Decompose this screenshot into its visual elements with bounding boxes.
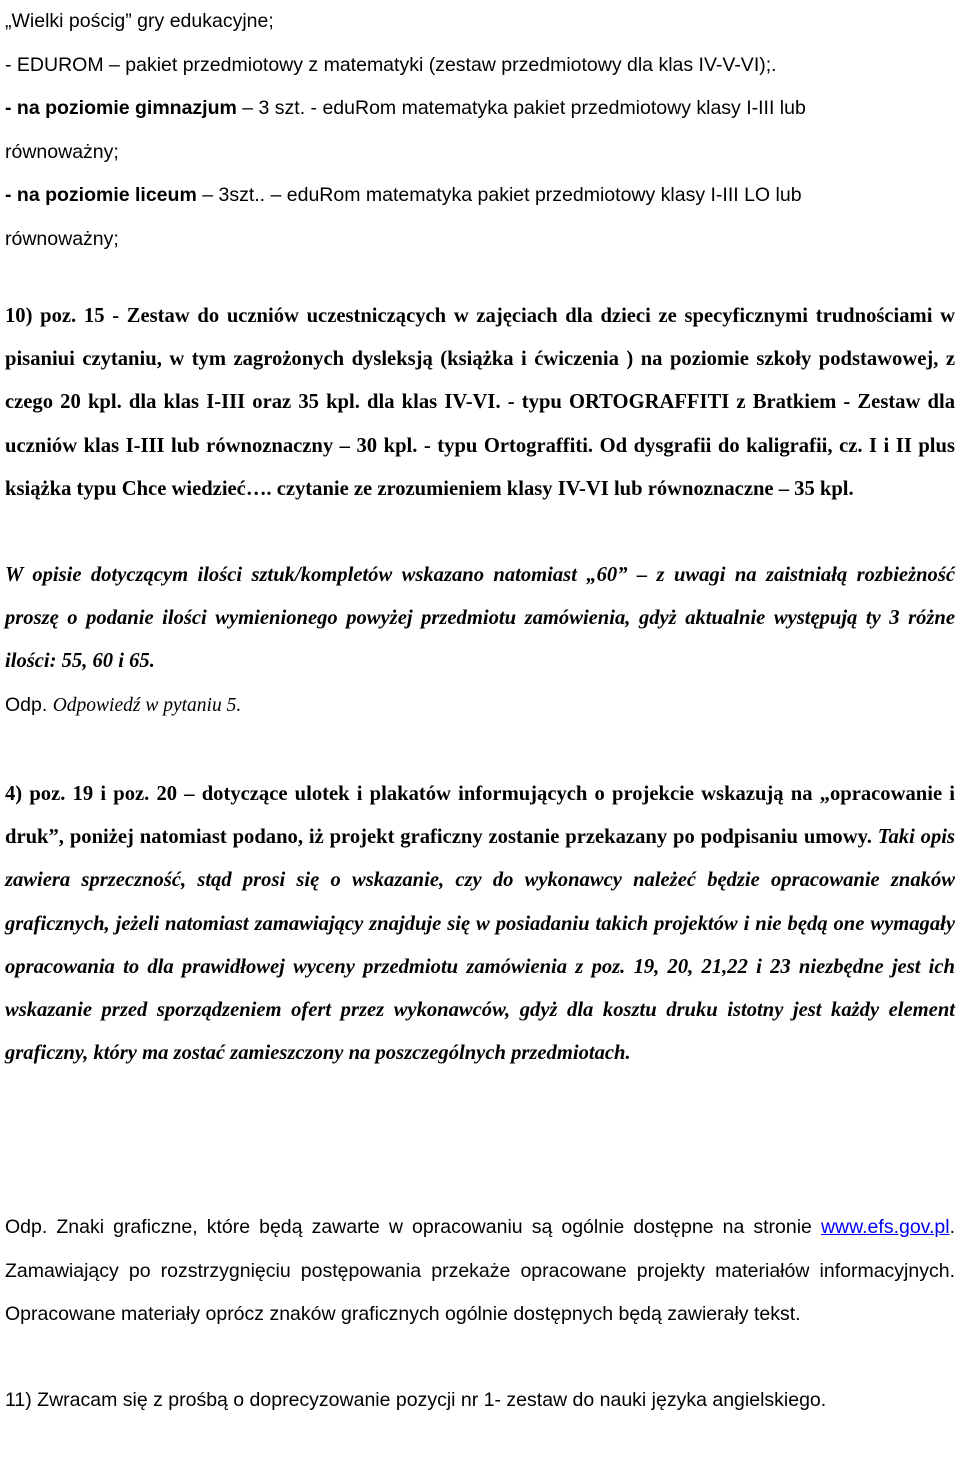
question-10-note: W opisie dotyczącym ilości sztuk/kompletów wskazano natomiast „60” – z uwagi na zaistniałą rozbieżność proszę o podanie ilości wymienionego powyżej przedmiotu zamówienia, gdyż aktualnie występują ty 3 różne ilości: 55, 60 i 65. — [5, 564, 955, 673]
answer-prefix: Odp. — [5, 694, 53, 716]
question-11: 11) Zwracam się z prośbą o doprecyzowanie pozycji nr 1- zestaw do nauki języka angielskiego. — [5, 1389, 827, 1411]
product-list — [5, 0, 955, 261]
list-item: - EDUROM – pakiet przedmiotowy z matematyki (zestaw przedmiotowy dla klas IV-V-VI);. — [5, 53, 777, 76]
level-label: - na poziomie gimnazjum — [5, 97, 237, 119]
level-label: - na poziomie liceum — [5, 184, 197, 206]
question-4: 4) poz. 19 i poz. 20 – dotyczące ulotek i plakatów informujących o projekcie wskazują na „opracowanie i druk”, poniżej natomiast podano, iż projekt graficzny zostanie przekazany po podpisaniu umowy. Taki opis zawiera sprzeczność, stąd prosi się o wskazanie, czy do wykonawcy należeć będzie opracowanie znaków graficznych, jeżeli natomiast zamawiający znajduje się w posiadaniu takich projektów i nie będą one wymagały opracowania to dla prawidłowej wyceny przedmiotu zamówienia z poz. 19, 20, 21,22 i 23 niezbędne jest ich wskazanie przed sporządzeniem ofert przez wykonawców, gdyż dla kosztu druku istotny jest każdy element graficzny, który ma zostać zamieszczony na poszczególnych przedmiotach. — [5, 783, 955, 1065]
answer-4: Odp. Znaki graficzne, które będą zawarte w opracowaniu są ogólnie dostępne na stronie www.efs.gov.pl. Zamawiający po rozstrzygnięciu postępowania przekaże opracowane projekty materiałów informacyjnych. Opracowane materiały oprócz znaków graficznych ogólnie dostępnych będą zawierały tekst. — [5, 1216, 955, 1325]
answer-prefix: Odp. — [5, 1216, 48, 1238]
question-10: 10) poz. 15 - Zestaw do uczniów uczestniczących w zajęciach dla dzieci ze specyficznymi trudnościami w pisaniui czytaniu, w tym zagrożonych dysleksją (książka i ćwiczenia ) na poziomie szkoły podstawowej, z czego 20 kpl. dla klas I-III oraz 35 kpl. dla klas IV-VI. - typu ORTOGRAFFITI z Bratkiem - Zestaw dla uczniów klas I-III lub równoznaczny – 30 kpl. - typu Ortograffiti. Od dysgrafii do kaligrafii, cz. I i II plus książka typu Chce wiedzieć…. czytanie ze zrozumieniem klasy IV-VI lub równoznaczne – 35 kpl. — [5, 305, 955, 500]
efs-link[interactable]: www.efs.gov.pl — [820, 1216, 950, 1238]
answer-10: Odp. Odpowiedź w pytaniu 5. — [5, 694, 242, 716]
list-item: - na poziomie gimnazjum – 3 szt. - eduRom matematyka pakiet przedmiotowy klasy I-III lub — [5, 97, 806, 119]
list-item-continuation: równoważny; — [5, 140, 119, 163]
list-item: - na poziomie liceum – 3szt.. – eduRom matematyka pakiet przedmiotowy klasy I-III LO lub — [5, 184, 802, 206]
list-item: „Wielki pościg” gry edukacyjne; — [5, 10, 274, 32]
list-item-continuation: równoważny; — [5, 227, 119, 250]
